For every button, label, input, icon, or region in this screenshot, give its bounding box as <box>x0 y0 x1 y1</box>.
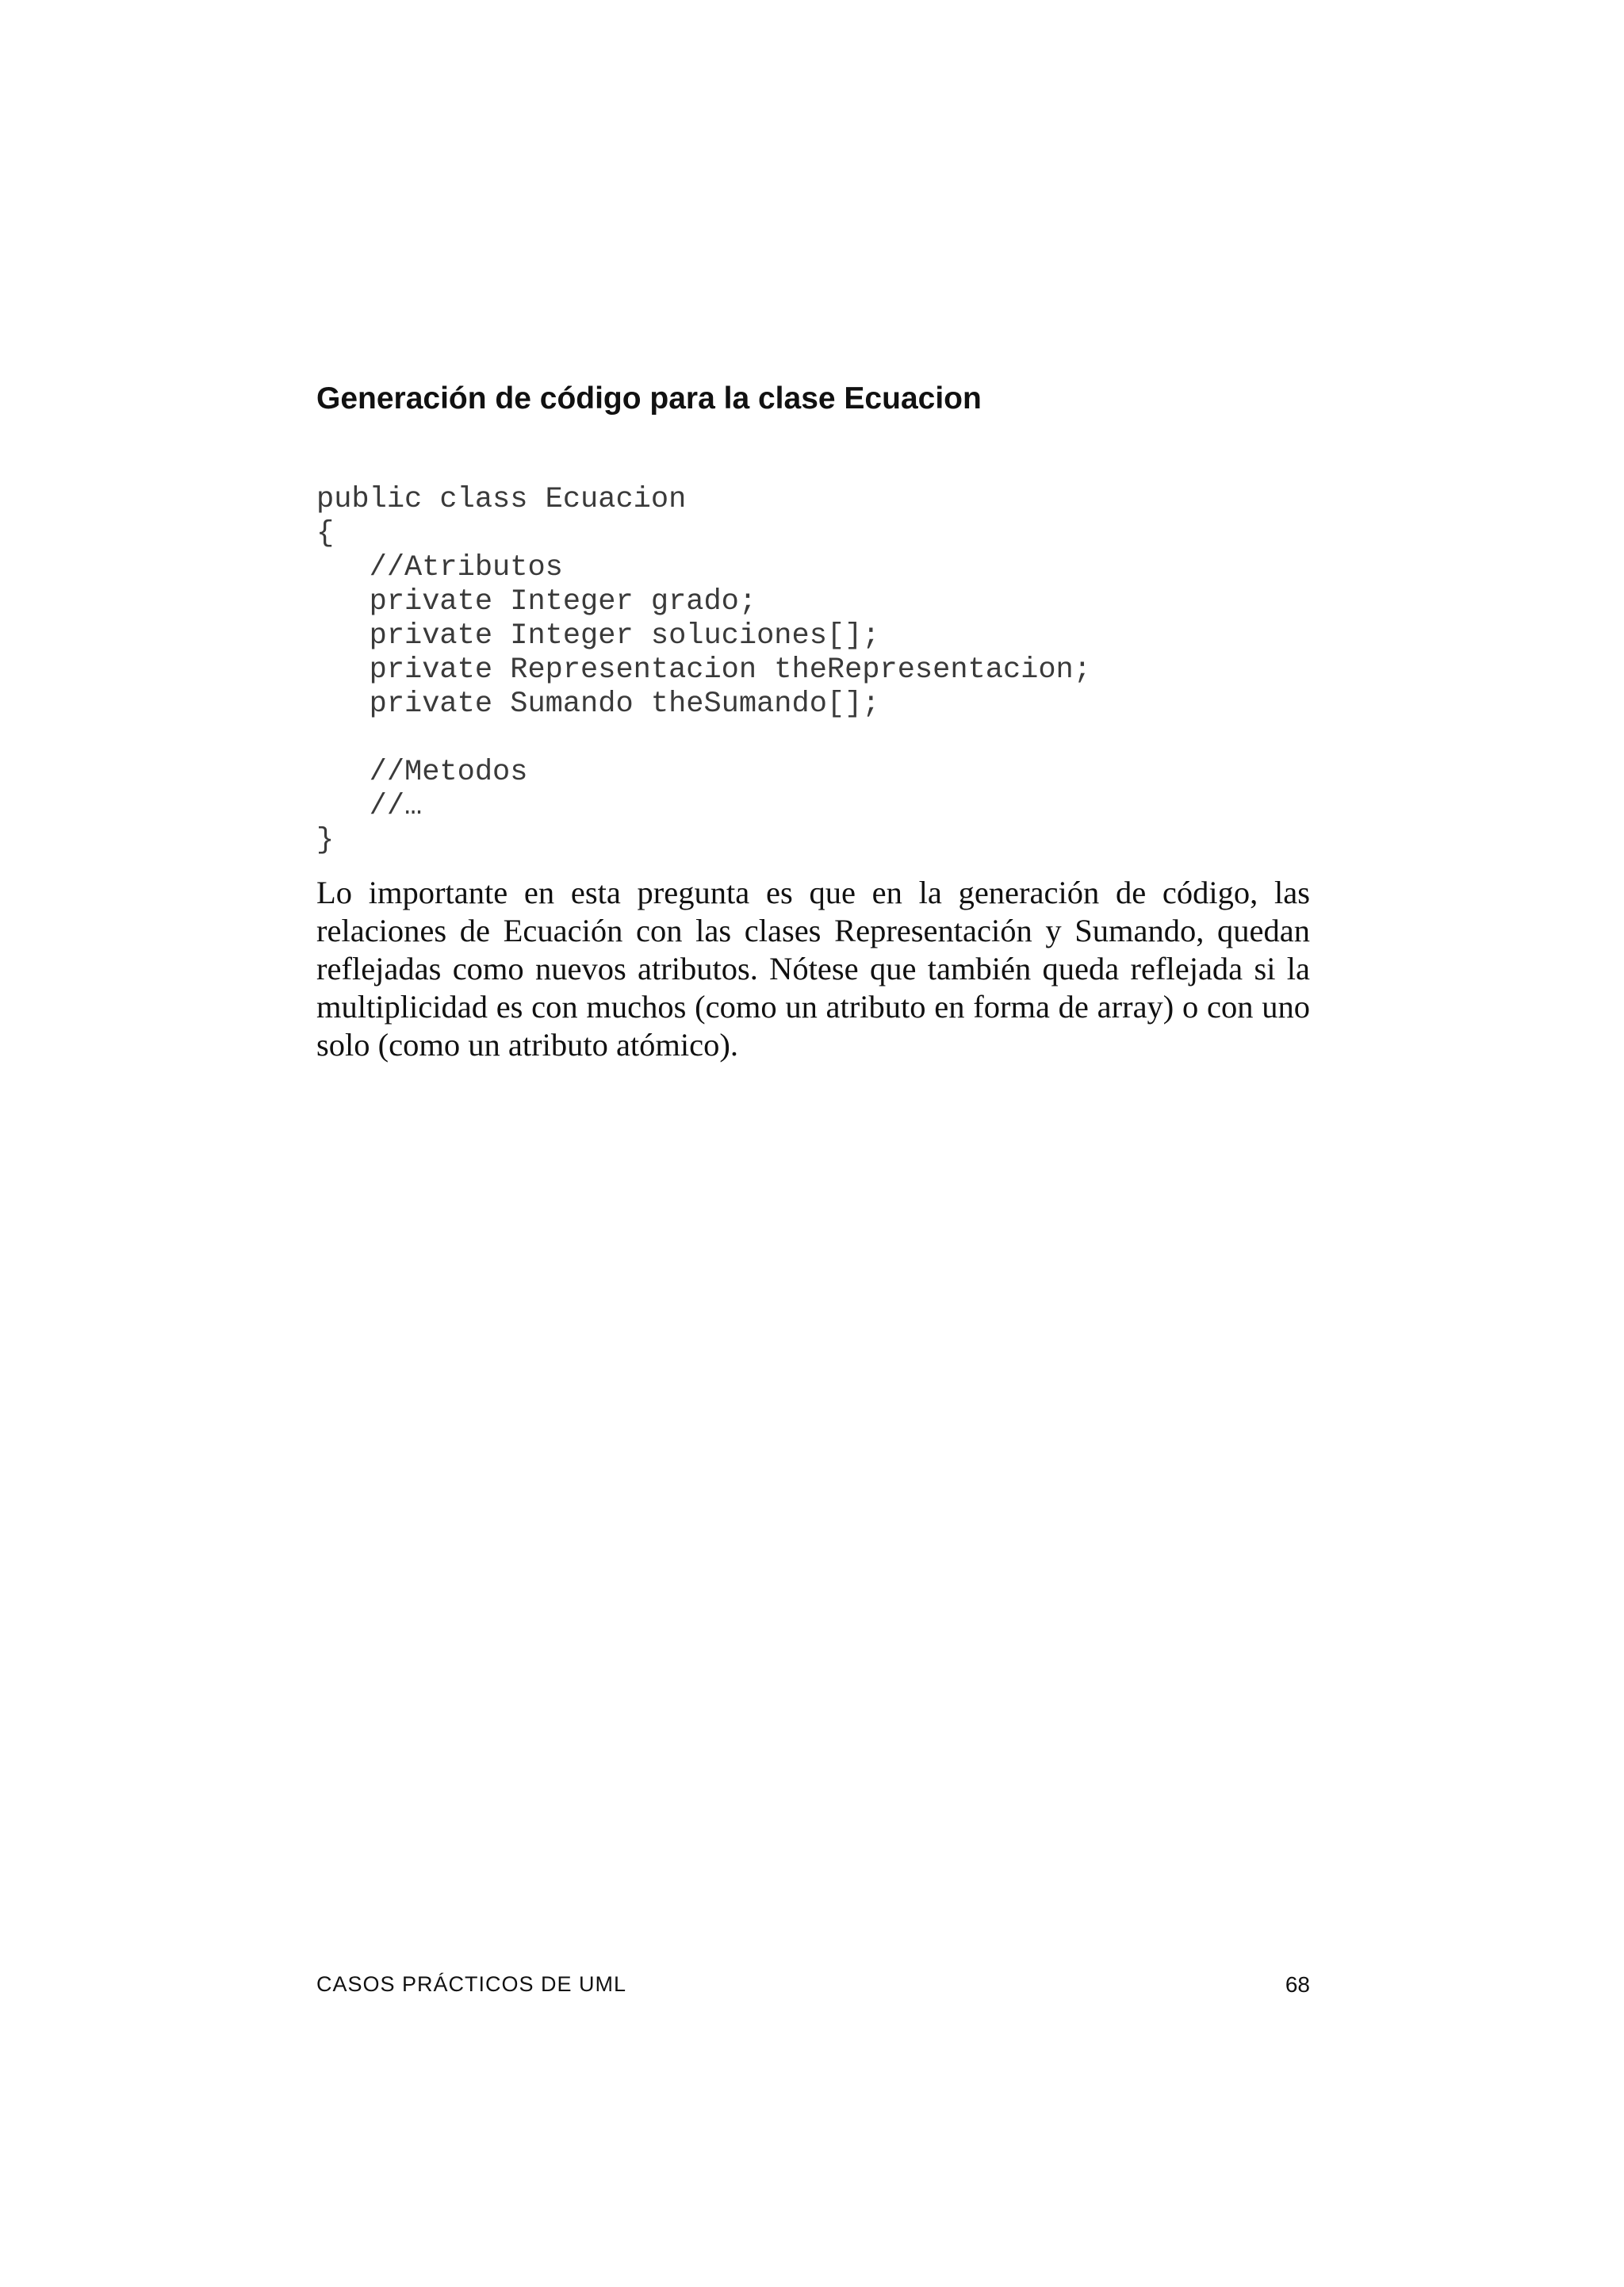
body-paragraph: Lo importante en esta pregunta es que en la generación de código, las relaciones de Ecuación con las clases Representación y Sumando, quedan reflejadas como nuevos atributos. Nótese que también queda reflejada si la multiplicidad es con muchos (como un atributo en forma de array) o con uno solo (como un atributo atómico). <box>316 875 1310 1063</box>
code-line: private Integer soluciones[]; <box>316 619 880 653</box>
code-line: private Representacion theRepresentacion; <box>316 653 1091 687</box>
code-line: private Sumando theSumando[]; <box>316 688 880 721</box>
code-line: private Integer grado; <box>316 585 757 619</box>
footer-book-title: CASOS PRÁCTICOS DE UML <box>316 1972 627 1996</box>
code-line: //… <box>316 790 423 823</box>
code-line: public class Ecuacion <box>316 483 687 516</box>
code-block <box>316 483 1091 858</box>
section-heading: Generación de código para la clase Ecuacion <box>316 381 982 416</box>
code-line-blank <box>316 722 1091 756</box>
code-line: } <box>316 824 335 857</box>
code-line: { <box>316 517 335 550</box>
code-line: //Metodos <box>316 756 528 789</box>
code-line: //Atributos <box>316 551 563 584</box>
page-number: 68 <box>1285 1972 1310 1997</box>
